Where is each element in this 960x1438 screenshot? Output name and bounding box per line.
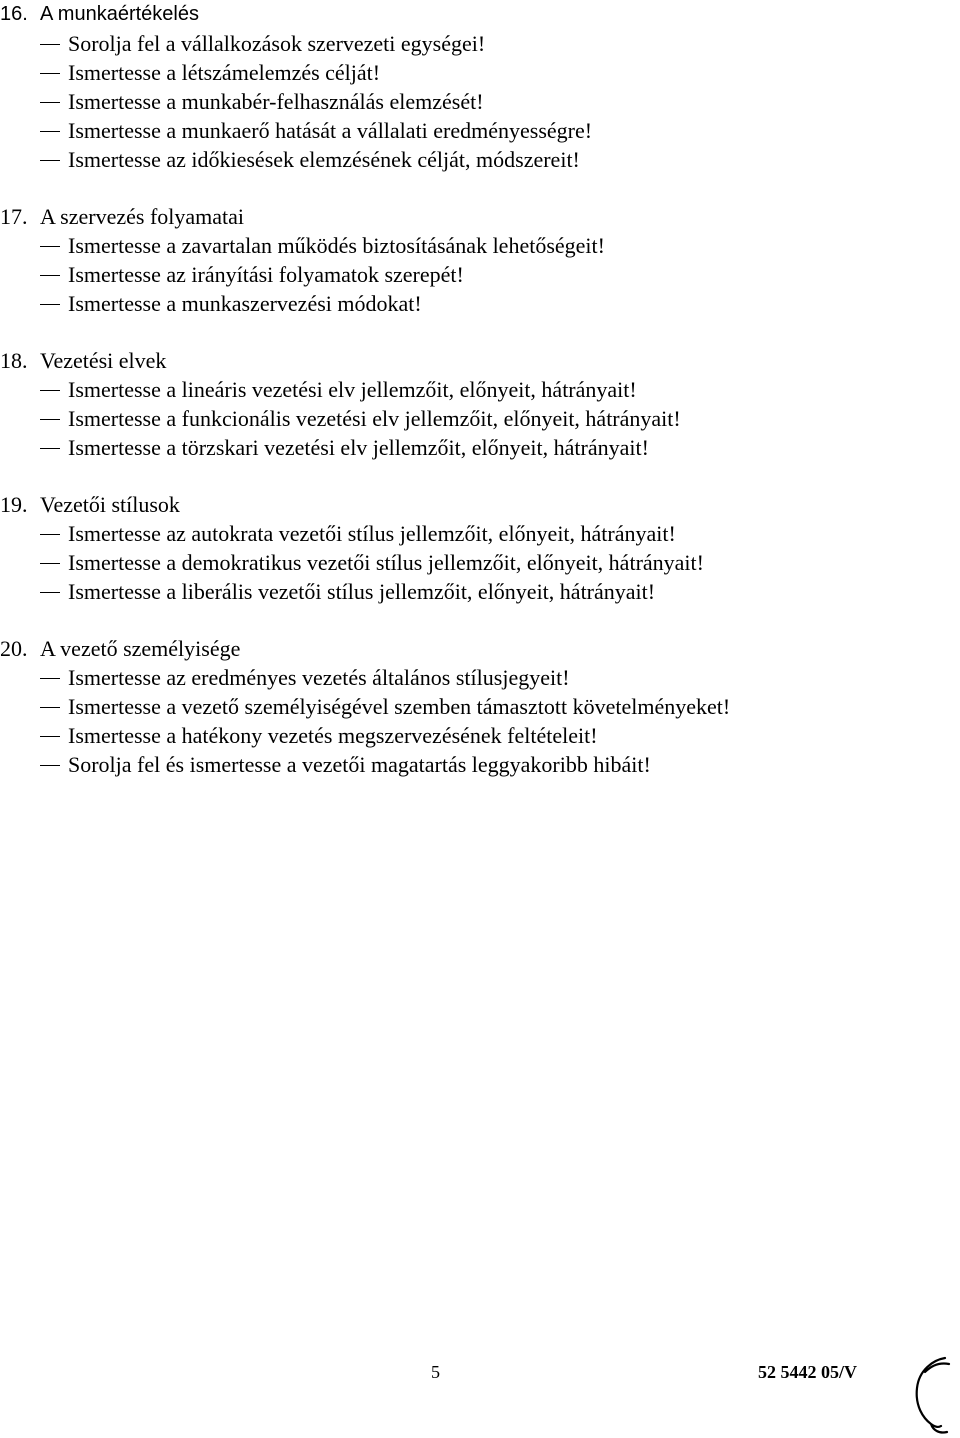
section-20 [0, 634, 940, 779]
list-item [0, 404, 940, 433]
dash-bullet-icon [40, 448, 60, 449]
dash-bullet-icon [40, 678, 60, 679]
section-heading [0, 346, 940, 375]
list-item [0, 750, 940, 779]
list-item-text: Ismertesse a munkaerő hatását a vállalati eredményességre! [68, 118, 593, 143]
list-item-text: Sorolja fel és ismertesse a vezetői magatartás leggyakoribb hibáit! [68, 752, 651, 777]
list-item-text: Sorolja fel a vállalkozások szervezeti egységei! [68, 31, 486, 56]
list-item [0, 548, 940, 577]
section-number: 16. [0, 3, 28, 25]
list-item-text: Ismertesse az eredményes vezetés általános stílusjegyeit! [68, 665, 570, 690]
section-16 [0, 0, 940, 174]
list-item-text: Ismertesse a zavartalan működés biztosításának lehetőségeit! [68, 233, 605, 258]
section-title: A szervezés folyamatai [40, 204, 245, 229]
section-19 [0, 490, 940, 606]
section-heading [0, 0, 940, 29]
list-item [0, 260, 940, 289]
list-item-text: Ismertesse a törzskari vezetési elv jellemzőit, előnyeit, hátrányait! [68, 435, 649, 460]
section-heading [0, 490, 940, 519]
list-item-text: Ismertesse az irányítási folyamatok szerepét! [68, 262, 464, 287]
dash-bullet-icon [40, 534, 60, 535]
dash-bullet-icon [40, 592, 60, 593]
section-number: 20. [0, 636, 28, 661]
list-item-text: Ismertesse az autokrata vezetői stílus jellemzőit, előnyeit, hátrányait! [68, 521, 676, 546]
section-heading [0, 634, 940, 663]
dash-bullet-icon [40, 73, 60, 74]
list-item [0, 577, 940, 606]
page-footer [0, 1360, 960, 1400]
section-title: A munkaértékelés [40, 3, 199, 25]
section-18 [0, 346, 940, 462]
list-item-text: Ismertesse a liberális vezetői stílus jellemzőit, előnyeit, hátrányait! [68, 579, 656, 604]
list-item [0, 433, 940, 462]
dash-bullet-icon [40, 44, 60, 45]
dash-bullet-icon [40, 304, 60, 305]
dash-bullet-icon [40, 563, 60, 564]
dash-bullet-icon [40, 160, 60, 161]
dash-bullet-icon [40, 736, 60, 737]
dash-bullet-icon [40, 102, 60, 103]
section-17 [0, 202, 940, 318]
section-number: 18. [0, 348, 28, 373]
dash-bullet-icon [40, 131, 60, 132]
list-item-text: Ismertesse a munkabér-felhasználás elemzését! [68, 89, 484, 114]
page-number: 5 [431, 1362, 440, 1382]
list-item [0, 58, 940, 87]
dash-bullet-icon [40, 707, 60, 708]
list-item-text: Ismertesse a funkcionális vezetési elv jellemzőit, előnyeit, hátrányait! [68, 406, 681, 431]
list-item [0, 375, 940, 404]
list-item-text: Ismertesse az időkiesések elemzésének célját, módszereit! [68, 147, 580, 172]
list-item-text: Ismertesse a vezető személyiségével szemben támasztott követelményeket! [68, 694, 731, 719]
list-item [0, 116, 940, 145]
dash-bullet-icon [40, 246, 60, 247]
section-number: 17. [0, 204, 28, 229]
section-title: Vezetési elvek [40, 348, 167, 373]
signature-icon [905, 1352, 960, 1438]
list-item-text: Ismertesse a hatékony vezetés megszervezésének feltételeit! [68, 723, 598, 748]
list-item [0, 692, 940, 721]
section-title: Vezetői stílusok [40, 492, 180, 517]
list-item [0, 289, 940, 318]
list-item [0, 145, 940, 174]
list-item [0, 663, 940, 692]
section-title: A vezető személyisége [40, 636, 241, 661]
list-item-text: Ismertesse a munkaszervezési módokat! [68, 291, 422, 316]
document-code: 52 5442 05/V [758, 1362, 857, 1382]
dash-bullet-icon [40, 390, 60, 391]
dash-bullet-icon [40, 419, 60, 420]
list-item-text: Ismertesse a lineáris vezetési elv jellemzőit, előnyeit, hátrányait! [68, 377, 637, 402]
section-number: 19. [0, 492, 28, 517]
dash-bullet-icon [40, 275, 60, 276]
list-item [0, 519, 940, 548]
dash-bullet-icon [40, 765, 60, 766]
list-item-text: Ismertesse a demokratikus vezetői stílus jellemzőit, előnyeit, hátrányait! [68, 550, 704, 575]
list-item [0, 721, 940, 750]
list-item [0, 87, 940, 116]
section-heading [0, 202, 940, 231]
list-item [0, 231, 940, 260]
list-item-text: Ismertesse a létszámelemzés célját! [68, 60, 381, 85]
list-item [0, 29, 940, 58]
